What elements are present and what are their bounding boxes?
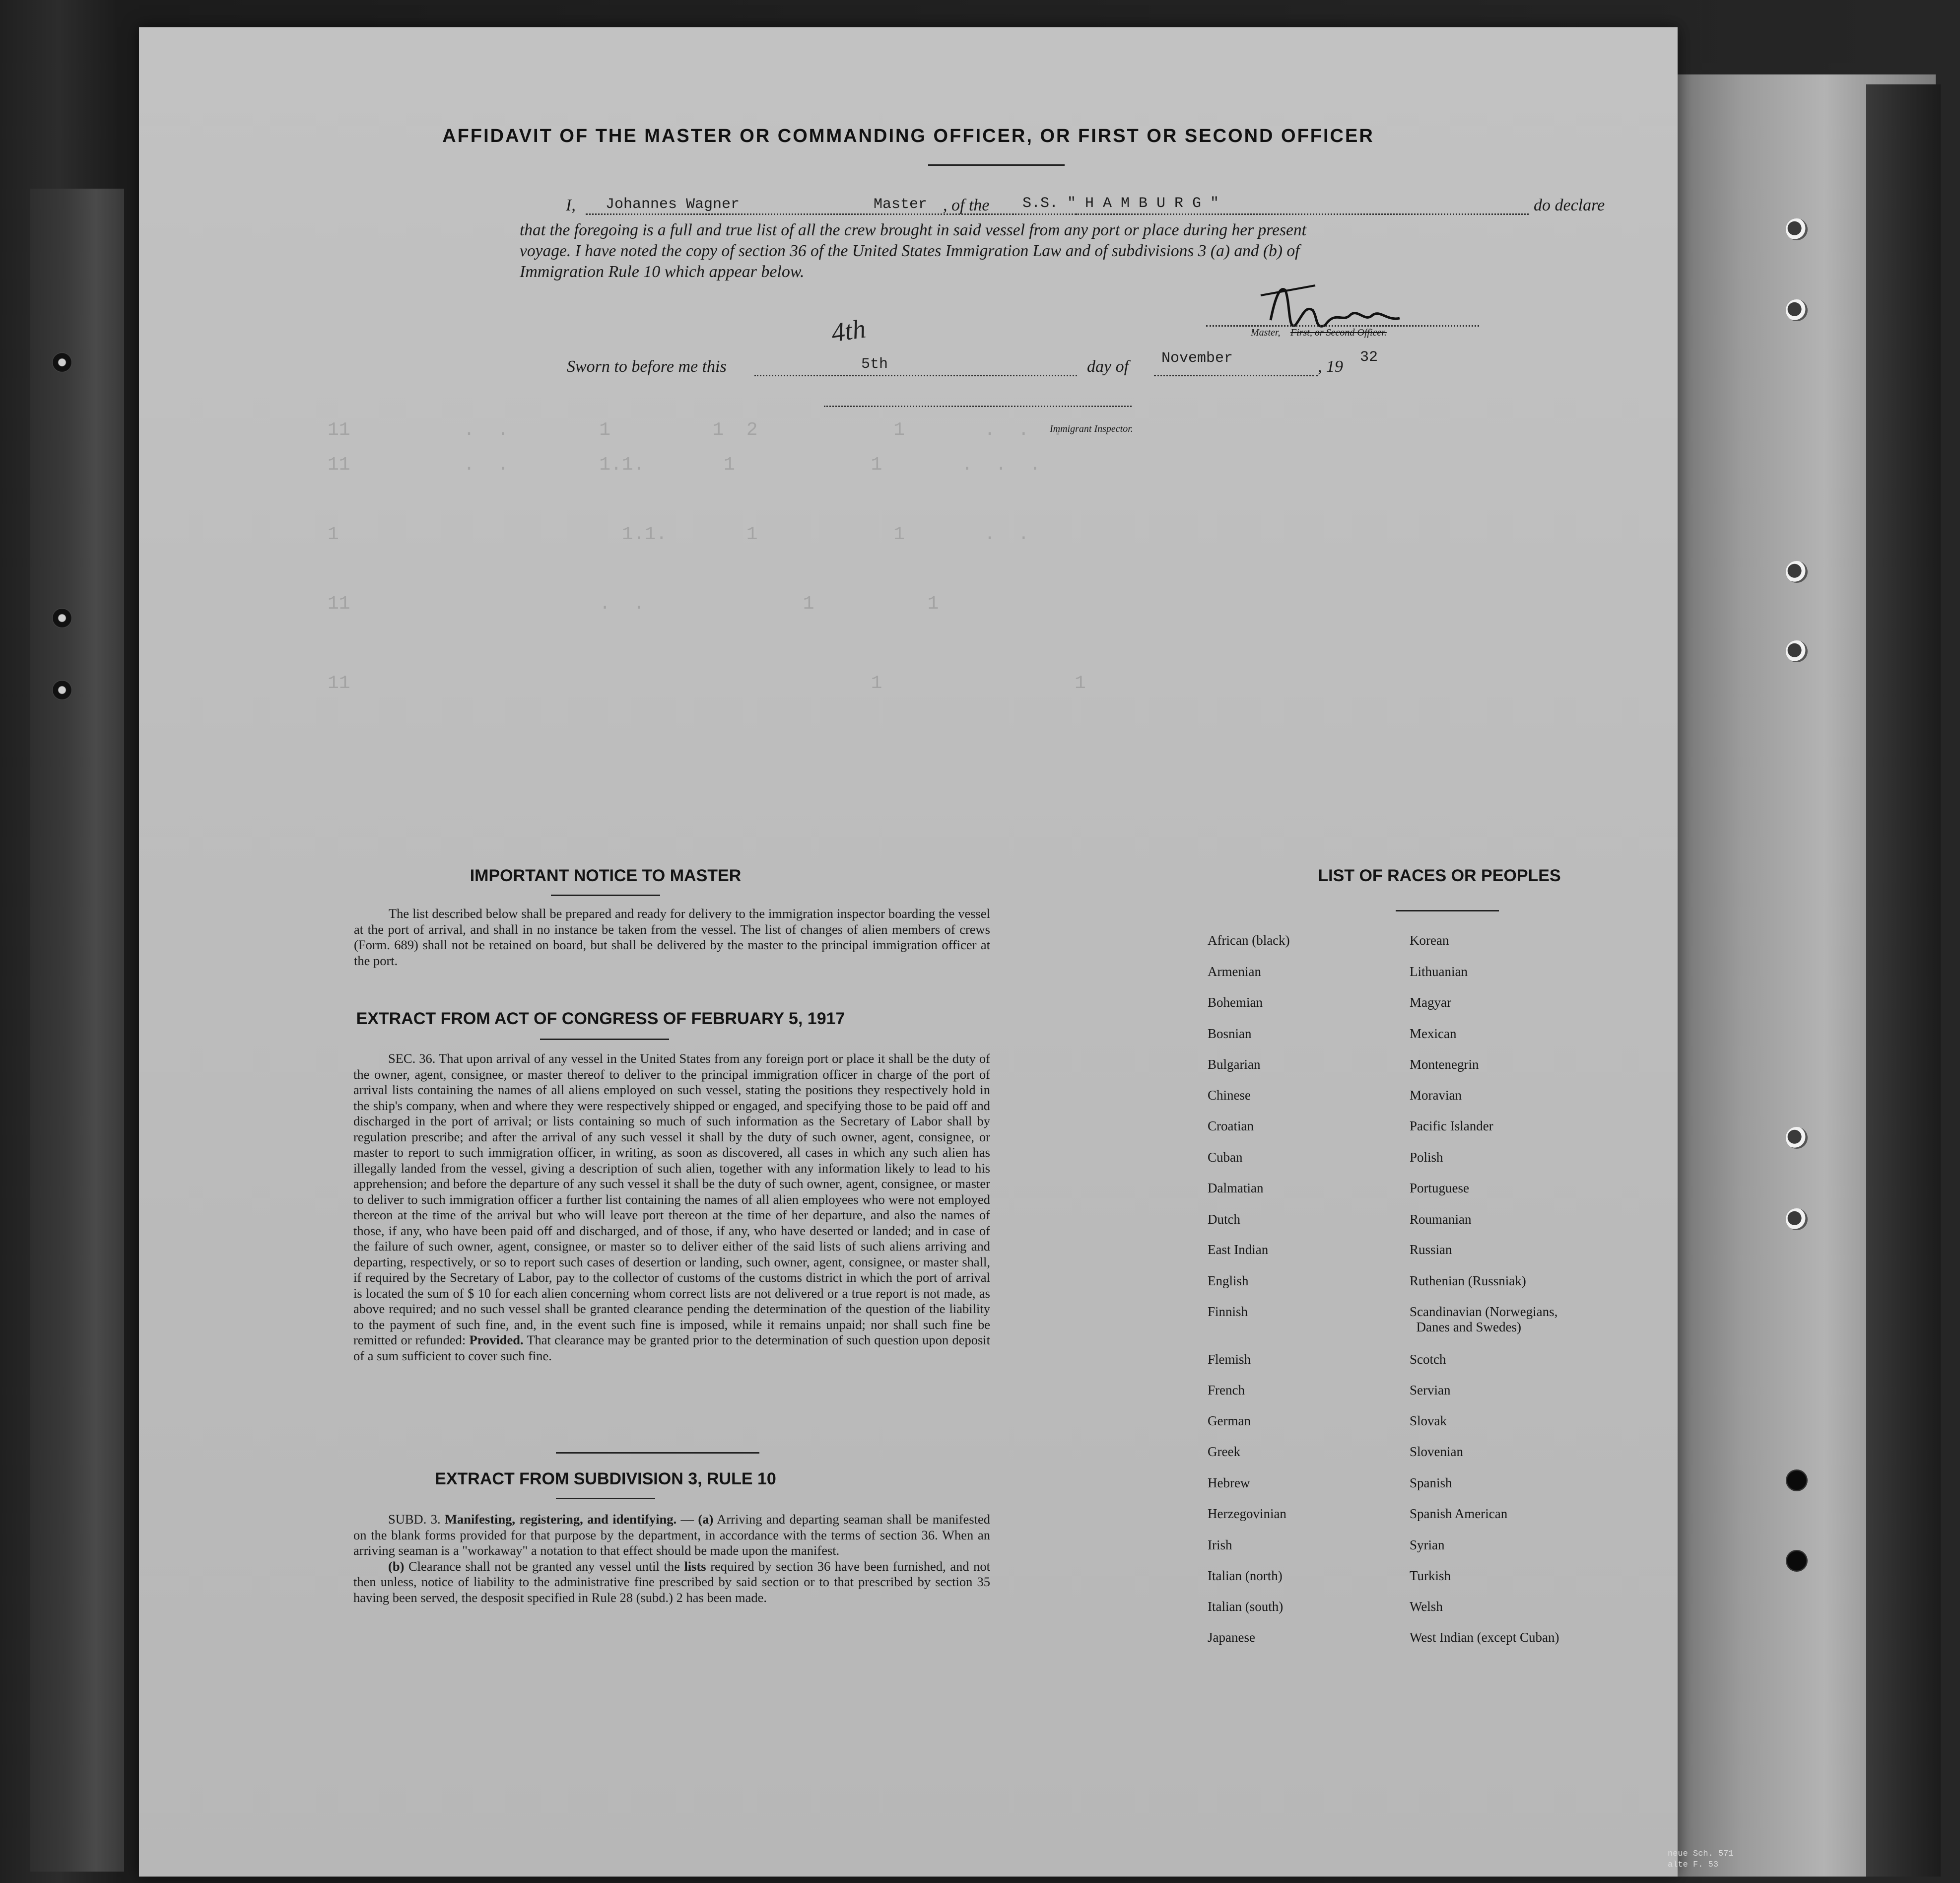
race-item: Russian <box>1410 1242 1452 1257</box>
vessel-line <box>1013 213 1529 215</box>
punch-hole <box>1786 1208 1808 1230</box>
race-item: French <box>1208 1383 1245 1397</box>
race-item: Italian (south) <box>1208 1599 1284 1614</box>
bleed-through-text: 11 . . 1.1. 1 1 . . . <box>328 454 1041 476</box>
race-item: Syrian <box>1410 1537 1445 1552</box>
title-rule <box>928 164 1065 166</box>
part-a-text: Arriving and departing seaman shall be manifested on the blank forms provided for that purpose by the department, in accordance with the terms of section 36. When an arriving seaman is a "workaway" a notation to that effect should be made upon the manifest. <box>353 1512 991 1558</box>
subd-heading: Manifesting, registering, and identifying. <box>445 1512 677 1527</box>
officer-name: Johannes Wagner <box>606 196 740 213</box>
sworn-label: Sworn to before me this <box>567 357 727 376</box>
bleed-through-text: 11 . . 1 1 2 1 . . . <box>328 419 1064 441</box>
of-the-label: , of the <box>943 196 990 214</box>
notice-rule <box>551 895 660 896</box>
race-item: Servian <box>1410 1383 1451 1397</box>
race-item: Herzegovinian <box>1208 1506 1286 1521</box>
race-item: Montenegrin <box>1410 1057 1479 1072</box>
part-b-lists: lists <box>684 1558 706 1574</box>
race-item: Chinese <box>1208 1088 1251 1103</box>
sworn-day: 5th <box>861 356 888 373</box>
race-item: Bulgarian <box>1208 1057 1261 1072</box>
day-of-label: day of <box>1087 357 1129 376</box>
signature-line <box>1206 325 1479 327</box>
race-item: Spanish American <box>1410 1506 1508 1521</box>
race-item: Hebrew <box>1208 1475 1250 1490</box>
binder-edge-right <box>1866 84 1941 1877</box>
race-item: Dutch <box>1208 1212 1240 1227</box>
affidavit-line-3: voyage. I have noted the copy of section 36 of the United States Immigration Law and of subdivisions 3 (a) and (b) of <box>520 242 1300 260</box>
rule10-text: SUBD. 3. Manifesting, registering, and identifying. — (a) Arriving and departing seaman shall be manifested on the blank forms provided for that purpose by the department, in accordance with the terms of section 36. When an arriving seaman is a "workaway" a notation to that effect should be made upon the manifest. (b) Clearance shall not be granted any vessel until the lists required by section 36 have been furnished, and not then unless, notice of liability to the administrative fine prescribed by said section or to that prescribed by section 35 having been served, the desposit specified in Rule 28 (subd.) 2 has been made. <box>353 1512 991 1605</box>
name-line <box>586 213 1077 215</box>
sworn-month: November <box>1161 350 1233 367</box>
race-item: Dalmatian <box>1208 1181 1264 1195</box>
race-item: African (black) <box>1208 933 1290 948</box>
race-item: Ruthenian (Russniak) <box>1410 1273 1526 1288</box>
part-b-post: required by section 36 have been furnished, and not then unless, notice of liability to the administrative fine prescribed by said section or to that prescribed by section 35 having been served, the desposit specified in Rule 28 (subd.) 2 has been made. <box>353 1558 991 1605</box>
inspector-line <box>824 406 1132 407</box>
race-item: Turkish <box>1410 1568 1451 1583</box>
rule10-title: EXTRACT FROM SUBDIVISION 3, RULE 10 <box>435 1469 776 1488</box>
punch-hole <box>1786 1127 1808 1149</box>
punch-hole <box>1786 1550 1808 1572</box>
signature-caption-master: Master, <box>1251 327 1281 338</box>
part-b-pre: Clearance shall not be granted any vessel until the <box>408 1558 680 1574</box>
punch-hole <box>1786 299 1808 321</box>
race-item: Scandinavian (Norwegians, Danes and Swedes) <box>1410 1304 1558 1334</box>
race-item: Pacific Islander <box>1410 1118 1493 1133</box>
act-rule <box>540 1039 669 1040</box>
binder-hole <box>52 352 72 372</box>
notice-paragraph: The list described below shall be prepared and ready for delivery to the immigration inspector boarding the vessel at the port of arrival, and shall in no instance be taken from the vessel. The list of changes of alien members of crews (Form. 689) shall not be retained on board, but shall be delivered by the master to the principal immigration officer at the port. <box>354 906 990 968</box>
rule10-rule <box>556 1498 655 1499</box>
race-item: Mexican <box>1410 1026 1457 1041</box>
part-a-label: (a) <box>698 1512 714 1527</box>
punch-hole <box>1786 1469 1808 1491</box>
race-item: Armenian <box>1208 964 1261 979</box>
signature-caption-struck: First, or Second Officer. <box>1290 327 1387 338</box>
race-item: East Indian <box>1208 1242 1269 1257</box>
bleed-through-text: 1 1.1. 1 1 . . <box>328 524 1029 545</box>
race-item: Greek <box>1208 1444 1240 1459</box>
race-item: Croatian <box>1208 1118 1254 1133</box>
affidavit-i-label: I, <box>566 196 576 214</box>
race-item: Scotch <box>1410 1352 1446 1367</box>
notice-text <box>354 906 990 969</box>
officer-rank: Master <box>874 196 928 213</box>
race-item: Italian (north) <box>1208 1568 1283 1583</box>
race-item: Finnish <box>1208 1304 1248 1319</box>
act-title: EXTRACT FROM ACT OF CONGRESS OF FEBRUARY 5, 1917 <box>356 1009 845 1028</box>
race-item: Slovak <box>1410 1413 1447 1428</box>
act-end-rule <box>556 1452 759 1454</box>
race-item: Bosnian <box>1208 1026 1252 1041</box>
bleed-through-text: 11 1 1 <box>328 673 1086 694</box>
race-item: Welsh <box>1410 1599 1443 1614</box>
part-b-label: (b) <box>388 1558 405 1574</box>
race-item: Bohemian <box>1208 995 1263 1010</box>
race-item: German <box>1208 1413 1251 1428</box>
form-code-line-2: alte F. 53 <box>1668 1860 1719 1870</box>
race-item: Polish <box>1410 1150 1443 1165</box>
punch-hole <box>1786 561 1808 583</box>
punch-hole <box>1786 640 1808 662</box>
race-item: Lithuanian <box>1410 964 1468 979</box>
race-item: Spanish <box>1410 1475 1452 1490</box>
vessel-name: S.S. " H A M B U R G " <box>1022 195 1219 212</box>
act-paragraph: SEC. 36. That upon arrival of any vessel in the United States from any foreign port or place it shall be the duty of the owner, agent, consignee, or master thereof to deliver to the principal immigration officer in charge of the port of arrival lists containing the names of all aliens employed on such vessel, stating the positions they respectively hold in the ship's company, when and where they were respectively shipped or engaged, and specifying those to be paid off and discharged in the port of arrival; or lists containing so much of such information as the Secretary of Labor shall by regulation prescribe; and after the arrival of any such vessel it shall by the duty of such owner, agent, consignee, or master to report to such immigration officer, in writing, as soon as discovered, all cases in which any such alien has illegally landed from the vessel, giving a description of such alien, together with any information likely to lead to his apprehension; and before the departure of any such vessel it shall be the duty of such owner, agent, consignee, or master to deliver to such immigration officer a further list containing the names of all alien employees who were not employed thereon at the time of the arrival but who will leave port thereon at the time of her departure, and also the names of those, if any, who have been paid off and discharged, and of those, if any, who have deserted or landed; and in case of the failure of such owner, agent, consignee, or master so to deliver either of the said lists of such aliens arriving and departing, respectively, or so to report such cases of desertion or landing, such owner, agent, consignee, or master shall, if required by the Secretary of Labor, pay to the collector of customs of the customs district in which the port of arrival is located the sum of $ 10 for each alien concerning whom correct lists are not delivered or a true report is not made, as above required; and no such vessel shall be granted clearance pending the determination of the question of the liability to the payment of such fine, and, in the event such fine is imposed, while it remains unpaid; nor shall such fine be remitted or refunded: <box>353 1051 990 1347</box>
binder-hole <box>52 608 72 628</box>
race-item: Magyar <box>1410 995 1451 1010</box>
sworn-day-handwritten: 4th <box>829 313 868 348</box>
race-item: Moravian <box>1410 1088 1462 1103</box>
race-item: Irish <box>1208 1537 1232 1552</box>
race-item: Flemish <box>1208 1352 1251 1367</box>
notice-title: IMPORTANT NOTICE TO MASTER <box>470 866 742 885</box>
declare-label: do declare <box>1534 196 1605 214</box>
race-item: Cuban <box>1208 1150 1243 1165</box>
provided-label: Provided. <box>469 1332 524 1347</box>
year-suffix: 32 <box>1360 349 1378 366</box>
inspector-caption: Immigrant Inspector. <box>1050 423 1133 434</box>
day-line <box>754 375 1077 376</box>
races-title: LIST OF RACES OR PEOPLES <box>1318 866 1561 885</box>
form-code-line-1: neue Sch. 571 <box>1668 1849 1734 1859</box>
races-rule <box>1396 910 1499 911</box>
affidavit-line-4: Immigration Rule 10 which appear below. <box>520 263 805 281</box>
punch-hole <box>1786 218 1808 240</box>
binder-strip-left <box>30 189 124 1872</box>
binder-hole <box>52 680 72 700</box>
subd-label: SUBD. 3. <box>388 1512 441 1527</box>
race-item: Korean <box>1410 933 1449 948</box>
race-item: English <box>1208 1273 1249 1288</box>
race-item: Slovenian <box>1410 1444 1463 1459</box>
race-item: Portuguese <box>1410 1181 1469 1195</box>
act-paragraph-end: That clearance may be granted prior to the determination of such question upon deposit of a sum sufficient to cover such fine. <box>353 1332 990 1363</box>
form-code <box>1668 1849 1734 1871</box>
act-text <box>353 1051 990 1364</box>
race-item: Japanese <box>1208 1630 1255 1645</box>
race-item: Roumanian <box>1410 1212 1472 1227</box>
race-item: West Indian (except Cuban) <box>1410 1630 1559 1645</box>
affidavit-page <box>139 27 1678 1877</box>
year-prefix: , 19 <box>1318 357 1343 376</box>
bleed-through-text: 11 . . 1 1 <box>328 593 939 615</box>
month-line <box>1154 375 1318 376</box>
affidavit-title: AFFIDAVIT OF THE MASTER OR COMMANDING OFFICER, OR FIRST OR SECOND OFFICER <box>442 126 1374 146</box>
affidavit-line-2: that the foregoing is a full and true list of all the crew brought in said vessel from any port or place during her present <box>520 221 1306 239</box>
